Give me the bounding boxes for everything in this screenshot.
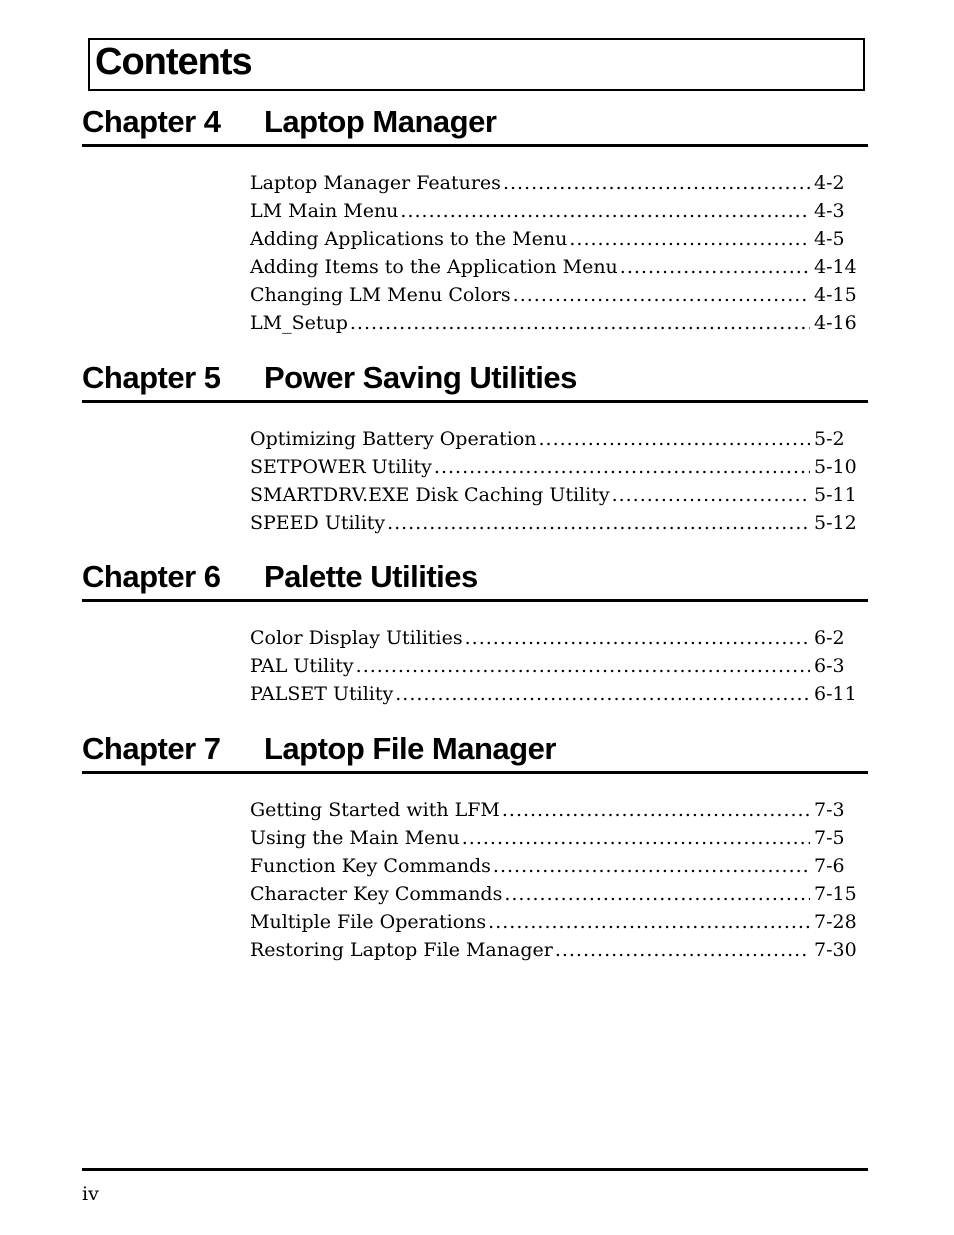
dot-leader [620, 253, 810, 281]
chapter-number: Chapter 5 [82, 360, 221, 395]
toc-entry-page: 5-12 [814, 512, 857, 534]
page-number: iv [82, 1183, 99, 1205]
toc-entry-title: Multiple File Operations [250, 911, 487, 933]
chapter-title: Palette Utilities [264, 559, 478, 594]
toc-entry[interactable] [250, 652, 864, 680]
toc-entry[interactable] [250, 624, 864, 652]
dot-leader [569, 225, 810, 253]
toc-entry-page: 4-2 [814, 172, 845, 194]
chapter-number: Chapter 6 [82, 559, 221, 594]
toc-entry-page: 6-2 [814, 627, 845, 649]
toc-entry-title: Restoring Laptop File Manager [250, 939, 553, 961]
toc-entry[interactable] [250, 796, 864, 824]
toc-entry-title: Character Key Commands [250, 883, 503, 905]
toc-entry[interactable] [250, 425, 864, 453]
dot-leader [488, 908, 810, 936]
dot-leader [539, 425, 810, 453]
chapter-number: Chapter 4 [82, 104, 221, 139]
dot-leader [387, 509, 810, 537]
chapter-7-section [82, 731, 868, 964]
toc-entry-page: 5-2 [814, 428, 845, 450]
contents-title-box [88, 38, 865, 91]
footer-divider [82, 1168, 868, 1171]
toc-entry-page: 6-3 [814, 655, 845, 677]
toc-entry-title: Optimizing Battery Operation [250, 428, 537, 450]
toc-entry-page: 7-3 [814, 799, 845, 821]
toc-entry-title: PAL Utility [250, 655, 354, 677]
toc-entry[interactable] [250, 680, 864, 708]
toc-entry[interactable] [250, 453, 864, 481]
dot-leader [434, 453, 810, 481]
toc-entry[interactable] [250, 509, 864, 537]
toc-entry-page: 7-28 [814, 911, 857, 933]
toc-entry[interactable] [250, 309, 864, 337]
toc-entry-page: 6-11 [814, 683, 857, 705]
chapter-6-section [82, 559, 868, 708]
toc-entry[interactable] [250, 824, 864, 852]
toc-entry[interactable] [250, 197, 864, 225]
toc-entry-title: LM_Setup [250, 312, 348, 334]
toc-entry-title: Using the Main Menu [250, 827, 460, 849]
chapter-heading [82, 559, 868, 602]
toc-entry-list [250, 796, 864, 964]
dot-leader [400, 197, 810, 225]
toc-entry-list [250, 624, 864, 708]
dot-leader [502, 796, 810, 824]
toc-entry[interactable] [250, 908, 864, 936]
chapter-heading [82, 360, 868, 403]
chapter-4-section [82, 104, 868, 337]
chapter-heading [82, 731, 868, 774]
toc-entry-title: LM Main Menu [250, 200, 399, 222]
toc-entry-title: Adding Items to the Application Menu [250, 256, 618, 278]
toc-entry-page: 4-5 [814, 228, 845, 250]
toc-entry-page: 4-16 [814, 312, 857, 334]
toc-entry-title: Function Key Commands [250, 855, 491, 877]
toc-entry-title: Getting Started with LFM [250, 799, 500, 821]
toc-entry[interactable] [250, 281, 864, 309]
chapter-5-section [82, 360, 868, 537]
toc-entry-title: Adding Applications to the Menu [250, 228, 568, 250]
toc-entry-page: 4-3 [814, 200, 845, 222]
toc-entry-list [250, 169, 864, 337]
chapter-number: Chapter 7 [82, 731, 221, 766]
toc-entry-page: 7-15 [814, 883, 857, 905]
toc-entry-title: Changing LM Menu Colors [250, 284, 511, 306]
dot-leader [504, 880, 810, 908]
toc-entry[interactable] [250, 852, 864, 880]
dot-leader [555, 936, 810, 964]
toc-entry[interactable] [250, 481, 864, 509]
dot-leader [462, 824, 810, 852]
chapter-title: Laptop File Manager [264, 731, 556, 766]
chapter-title: Power Saving Utilities [264, 360, 577, 395]
toc-entry[interactable] [250, 253, 864, 281]
toc-entry[interactable] [250, 225, 864, 253]
chapter-heading [82, 104, 868, 147]
toc-entry-page: 7-30 [814, 939, 857, 961]
toc-entry[interactable] [250, 169, 864, 197]
toc-entry-page: 4-15 [814, 284, 857, 306]
dot-leader [465, 624, 810, 652]
toc-entry-page: 5-10 [814, 456, 857, 478]
dot-leader [493, 852, 810, 880]
dot-leader [503, 169, 810, 197]
toc-entry-title: PALSET Utility [250, 683, 394, 705]
dot-leader [612, 481, 810, 509]
toc-entry-title: SMARTDRV.EXE Disk Caching Utility [250, 484, 610, 506]
toc-entry-list [250, 425, 864, 537]
toc-entry-title: SETPOWER Utility [250, 456, 432, 478]
chapter-title: Laptop Manager [264, 104, 497, 139]
dot-leader [513, 281, 810, 309]
toc-entry[interactable] [250, 936, 864, 964]
toc-entry-page: 4-14 [814, 256, 857, 278]
toc-entry-title: SPEED Utility [250, 512, 386, 534]
toc-entry-page: 7-6 [814, 855, 845, 877]
toc-entry-title: Laptop Manager Features [250, 172, 501, 194]
toc-entry-title: Color Display Utilities [250, 627, 463, 649]
toc-entry-page: 5-11 [814, 484, 857, 506]
page-title: Contents [95, 41, 252, 83]
dot-leader [395, 680, 810, 708]
toc-entry[interactable] [250, 880, 864, 908]
dot-leader [350, 309, 810, 337]
dot-leader [356, 652, 810, 680]
toc-entry-page: 7-5 [814, 827, 845, 849]
